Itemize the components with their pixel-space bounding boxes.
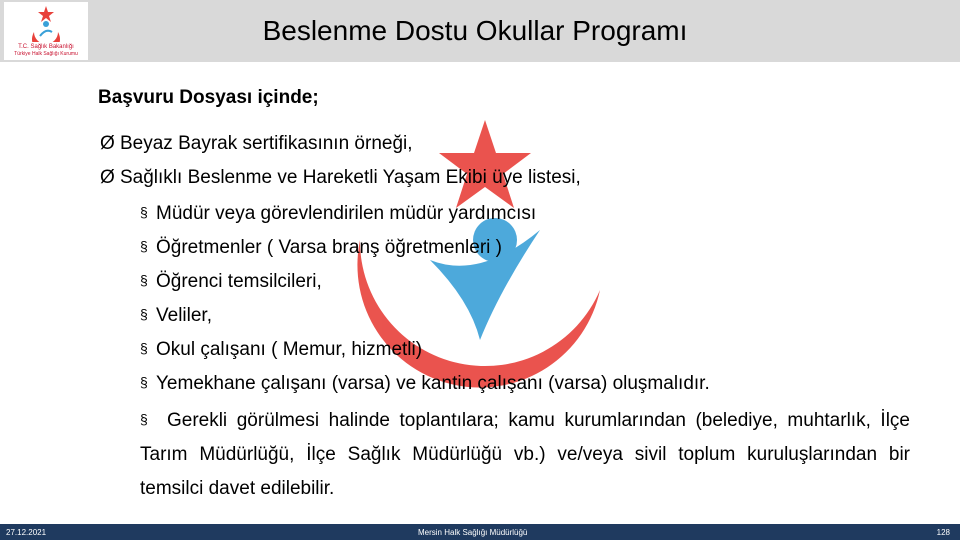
sub-list-item [140,195,536,231]
section-bullet-icon: § [140,204,148,220]
section-bullet-icon: § [140,272,148,288]
sub-list-item-text: Yemekhane çalışanı (varsa) ve kantin çalışanı (varsa) oluşmalıdır. [156,373,710,394]
sub-list-item-text: Müdür veya görevlendirilen müdür yardımcısı [156,203,537,224]
logo-subtext: Türkiye Halk Sağlığı Kurumu [14,51,78,57]
sub-list-item-text: Okul çalışanı ( Memur, hizmetli) [156,339,423,360]
sub-list-item [140,331,422,367]
sub-list-item [140,402,910,506]
section-bullet-icon: § [140,340,148,356]
list-item [100,127,413,161]
section-bullet-icon: § [140,374,148,390]
arrow-bullet-icon: Ø [100,167,115,188]
content-heading: Başvuru Dosyası içinde; [98,87,319,108]
sub-list-item [140,263,322,299]
sub-list-item-text: Veliler, [156,305,212,326]
section-bullet-icon: § [140,411,148,427]
section-bullet-icon: § [140,306,148,322]
footer-date: 27.12.2021 [6,528,47,537]
sub-list-item-text: Öğretmenler ( Varsa branş öğretmenleri ) [156,237,502,258]
sub-list-item-text: Öğrenci temsilcileri, [156,271,322,292]
page-number: 128 [936,528,950,537]
sub-list-item [140,365,710,401]
sub-list-item-text: Gerekli görülmesi halinde toplantılara; kamu kurumlarından (belediye, muhtarlık, İlçe Tarım Müdürlüğü, İlçe Sağlık Müdürlüğü vb.) ve/veya sivil toplum kuruluşlarından bir temsilci davet edilebilir. [140,410,910,499]
list-item-text: Beyaz Bayrak sertifikasının örneği, [120,133,413,154]
page-title: Beslenme Dostu Okullar Programı [262,15,688,46]
footer-organization: Mersin Halk Sağlığı Müdürlüğü [418,528,528,537]
sub-list-item [140,229,502,265]
sub-list-item [140,297,212,333]
section-bullet-icon: § [140,238,148,254]
list-item-text: Sağlıklı Beslenme ve Hareketli Yaşam Ekibi üye listesi, [120,167,581,188]
footer-bar [0,524,960,540]
list-item [100,161,581,195]
logo-text: T.C. Sağlık Bakanlığı [18,44,74,50]
arrow-bullet-icon: Ø [100,133,115,154]
